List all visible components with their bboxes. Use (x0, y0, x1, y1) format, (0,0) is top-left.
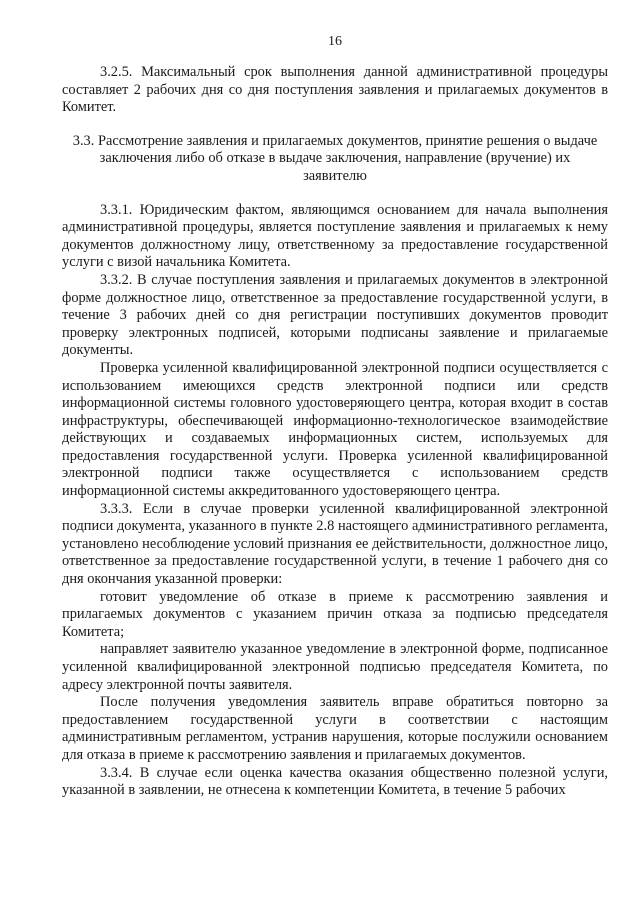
paragraph-sends-notice: направляет заявителю указанное уведомление в электронной форме, подписанное усиленной квалифицированной электронной подписью председателя Комитета, по адресу электронной почты заявителя. (62, 641, 608, 693)
section-heading-3-3: 3.3. Рассмотрение заявления и прилагаемых документов, принятие решения о выдаче заключения либо об отказе в выдаче заключения, направление (вручение) их заявителю (72, 132, 598, 184)
paragraph-3-3-4: 3.3.4. В случае если оценка качества оказания общественно полезной услуги, указанной в заявлении, не отнесена к компетенции Комитета, в течение 5 рабочих (62, 764, 608, 799)
paragraph-prepares-notice: готовит уведомление об отказе в приеме к рассмотрению заявления и прилагаемых документов с указанием причин отказа за подписью председателя Комитета; (62, 588, 608, 640)
paragraph-3-3-3: 3.3.3. Если в случае проверки усиленной квалифицированной электронной подписи документа, указанного в пункте 2.8 настоящего административного регламента, установлено несоблюдение условий признания ее действительности, должностное лицо, ответственное за предоставление государственной услуги, в течение 1 рабочего дня со дня окончания указанной проверки: (62, 500, 608, 588)
paragraph-after-notice: После получения уведомления заявитель вправе обратиться повторно за предоставлением государственной услуги в соответствии с настоящим административным регламентом, устранив нарушения, которые послужили основанием для отказа в приеме к рассмотрению заявления и прилагаемых документов. (62, 694, 608, 763)
paragraph-3-3-2: 3.3.2. В случае поступления заявления и прилагаемых документов в электронной форме должностное лицо, ответственное за предоставление государственной услуги, в течение 3 рабочих дней со дня регистрации поступивших документов проводит проверку электронных подписей, которыми подписаны заявление и прилагаемые документы. (62, 271, 608, 359)
paragraph-signature-verification: Проверка усиленной квалифицированной электронной подписи осуществляется с использованием имеющихся средств электронной подписи или средств информационной системы головного удостоверяющего центра, которая входит в состав инфраструктуры, обеспечивающей информационно-технологическое взаимодействие действующих и создаваемых информационных систем, используемых для предоставления государственной услуги. Проверка усиленной квалифицированной электронной подписи также осуществляется с использованием средств информационной системы аккредитованного удостоверяющего центра. (62, 359, 608, 500)
paragraph-3-3-1: 3.3.1. Юридическим фактом, являющимся основанием для начала выполнения административной процедуры, является поступление заявления и прилагаемых к нему документов должностному лицу, ответственному за предоставление государственной услуги с визой начальника Комитета. (62, 201, 608, 271)
page-number: 16 (328, 34, 342, 49)
paragraph-3-2-5: 3.2.5. Максимальный срок выполнения данной административной процедуры составляет 2 рабочих дня со дня поступления заявления и прилагаемых документов в Комитет. (62, 64, 608, 116)
